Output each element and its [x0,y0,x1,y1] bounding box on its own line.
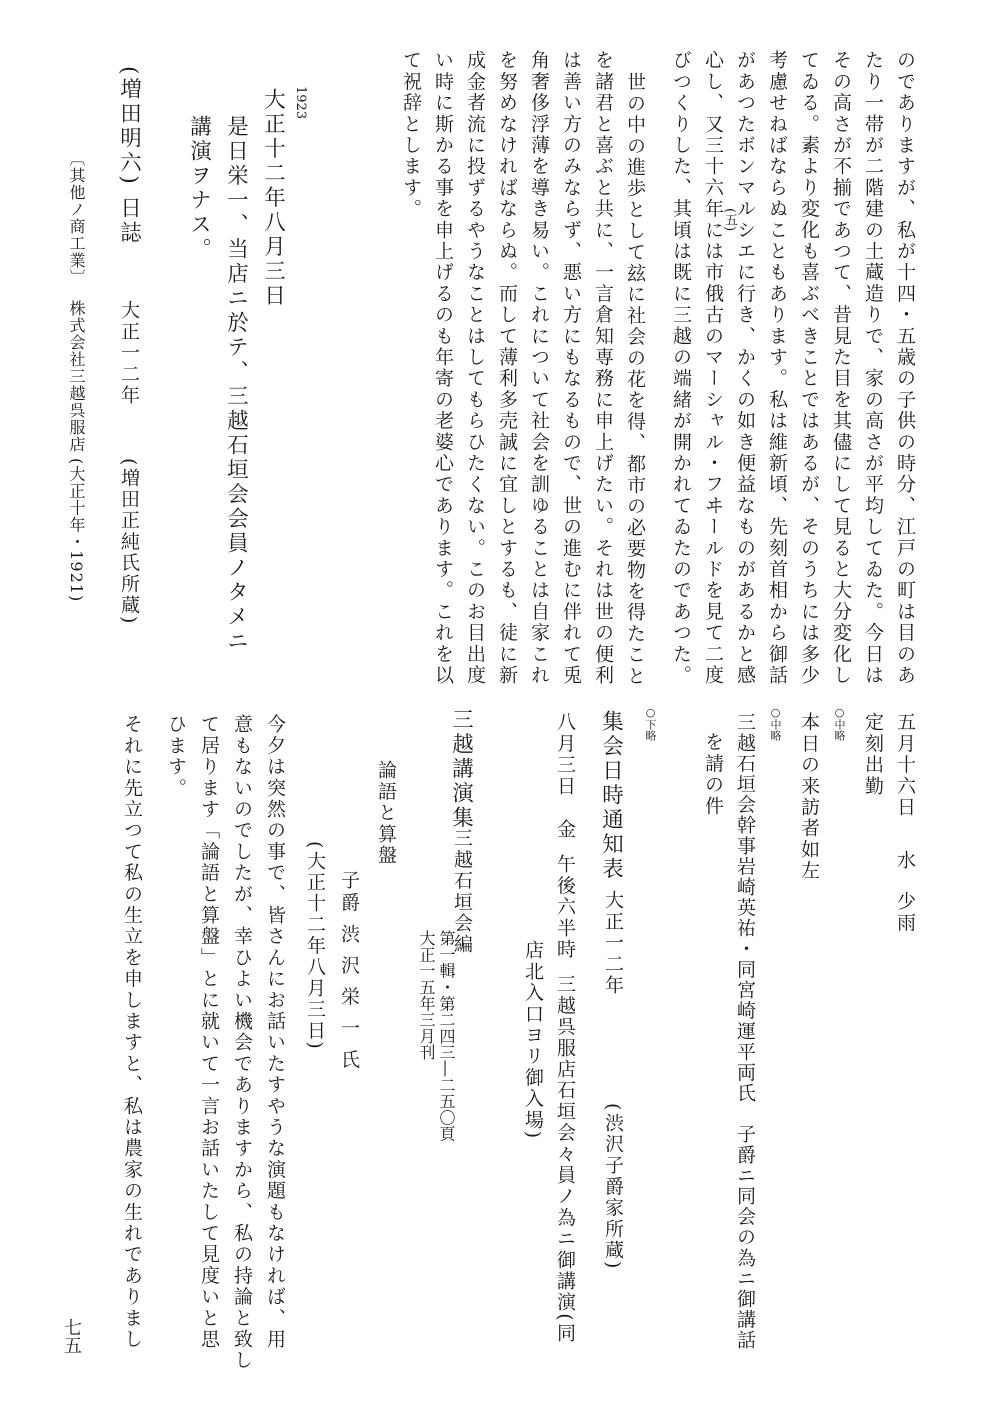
speech-line: ひます。 [165,714,187,799]
page-number: 七五 [61,1318,82,1354]
upper-body2-line: 世の中の進歩として玆に社会の花を得、都市の必要物を得たこと [624,72,646,687]
lecture-title: 論語と算盤 [375,760,397,866]
lecture-date: (大正十二年八月三日) [304,841,326,1052]
speech-line: 意もないのでしたが、幸ひよい機会でありますから、私の持論と致し [231,714,253,1372]
notice-weekday: 金 [554,818,576,841]
entry-text: 講演ヲナス。 [186,115,212,262]
upper-body1-line: てゐる。素より変化も喜ぶべきことではあるが、そのうちには多少 [798,50,820,686]
collection-pub: 大正一五年三月刊 [417,930,436,1061]
collection-editor: 三越石垣会編 [451,828,473,956]
notice-year: 大正一二年 [602,890,624,996]
notice-event: 三越呉服店石垣会々員ノ為ニ御講演(同 [554,974,576,1345]
upper-body1-line: 心し、又三十六年には市俄古のマーシャル・フヰールドを見て二度 [702,50,724,686]
notice-time: 午後六半時 [554,854,576,961]
upper-body2-line: 角奢侈浮薄を導き易い。これについて社会を訓ゆることは自家これ [528,50,550,686]
diary-source-title: (増田明六) 日誌 [116,66,142,246]
diary-line: 本日の来訪者如左 [798,712,820,882]
omission-mark: ○下略 [644,706,657,741]
omission-mark: ○中略 [769,706,782,741]
notice-title: 集会日時通知表 [598,710,624,882]
diary-date [895,712,914,934]
upper-body2-line: て祝辞とします。 [400,50,422,220]
note-marker: (五) [722,208,737,232]
collection-title: 三越講演集 [448,708,474,831]
diary-weather: 少雨 [894,891,916,934]
source-company: 株式会社三越呉服店 [67,300,86,453]
notice-line [555,712,574,1344]
year-note: 1923 [293,86,308,120]
entry-date: 大正十二年八月三日 [260,88,286,309]
entry-text: 是日栄一、当店ニ於テ、三越石垣会会員ノタメニ [223,115,249,654]
upper-body2-line: を努めなければならぬ。而して薄利多売誠に宜しとするも、徒に新 [496,50,518,686]
upper-body1-line: その高さが不揃であつて、昔見た目を其儘にして見ると大分変化し [830,50,852,686]
diary-weekday: 水 [894,850,916,872]
upper-body2-line: は善い方のみならず、悪い方にもなるもので、世の進むに伴れて兎 [560,50,582,686]
diary-line: 三越石垣会幹事岩崎英祐・同宮崎運平両氏 子爵ニ同会の為ニ御講話 [734,712,756,1351]
diary-date-day: 五月十六日 [894,712,916,818]
collection-pages: 第一輯・第二四三―二五〇頁 [437,930,456,1142]
diary-source-owner: (増田正純氏所蔵) [118,458,140,626]
upper-body1-line: びつくりした、其頃は既に三越の端緒が開かれてゐたのであつた。 [670,50,692,686]
source-year: (大正十年・1921) [67,458,86,603]
upper-body1-line: のでありますが、私が十四・五歳の子供の時分、江戸の町は目のあ [894,50,916,686]
upper-body2-line: を諸君と喜ぶと共に、一言倉知専務に申上げたい。それは世の便利 [592,50,614,686]
speech-line: て居ります「論語と算盤」とに就いて一言お話いたして見度いと思 [198,714,220,1350]
upper-body2-line: 成金者流に投ずるやうなことはしてもらひたくない。このお目出度 [464,50,486,686]
diary-line: を請の件 [702,732,724,817]
upper-body2-line: い時に斯かる事を申上げるのも年寄の老婆心であります。これを以 [432,50,454,686]
upper-body1-line: たり一帯が二階建の土蔵造りで、家の高さが平均してゐた。今日は [862,50,884,686]
notice-owner: (渋沢子爵家所蔵) [602,1103,624,1271]
upper-body1-line: があつたボンマルシエに行き、かくの如き便益なものがあるかと感 [734,50,756,686]
speech-line: 今夕は突然の事で、皆さんにお話いたすやうな演題もなければ、用 [264,714,286,1350]
notice-line: 店北入口ヨリ御入場) [522,940,544,1141]
source-category: 〔其他ノ商工業〕 [67,150,86,286]
notice-date: 八月三日 [554,712,576,797]
speech-line: それに先立つて私の生立を申しますと、私は農家の生れでありまし [121,714,143,1350]
upper-body1-line: 考慮せねばならぬこともあります。私は維新頃、先刻首相から御話 [766,50,788,686]
lecture-author: 子爵 渋 沢 栄 一 氏 [338,870,360,1072]
diary-source-year: 大正一二年 [118,300,140,406]
omission-mark: ○中略 [833,706,846,741]
diary-line: 定刻出勤 [862,712,884,797]
